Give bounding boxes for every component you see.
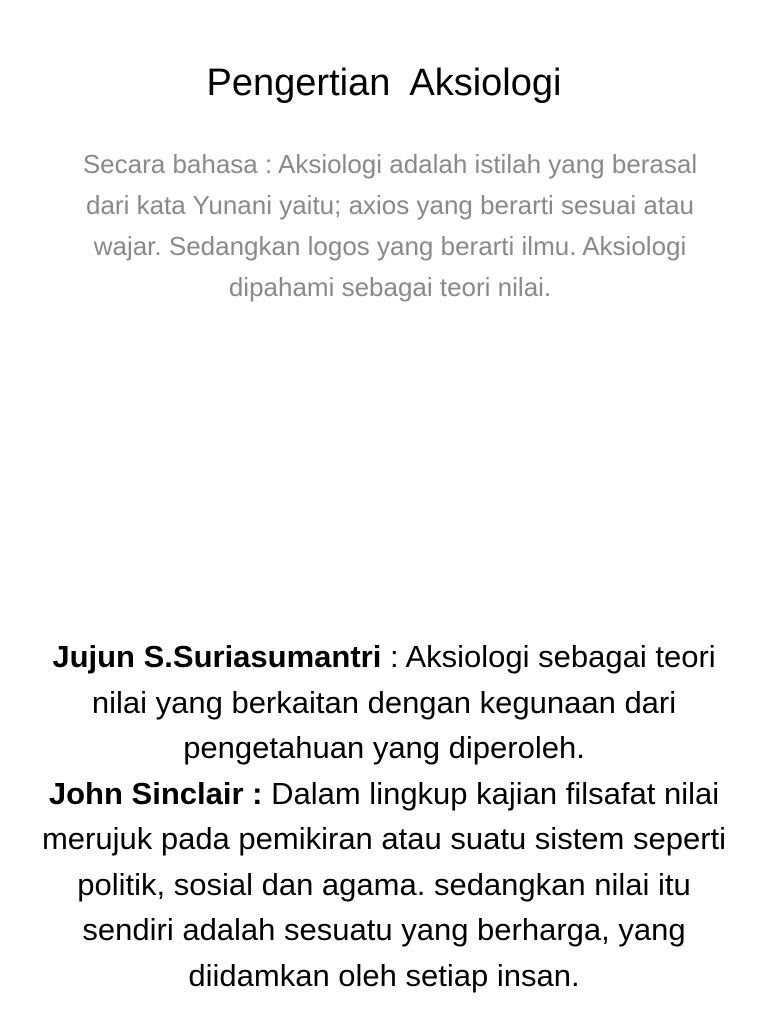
definition-paragraph: [30, 771, 738, 999]
definition-author: John Sinclair :: [48, 775, 263, 811]
definition-separator: [262, 776, 271, 811]
definition-text: Dalam lingkup kajian filsafat nilai merujuk pada pemikiran atau suatu sistem seperti politik, sosial dan agama. sedangkan nilai itu sendiri adalah sesuatu yang berharga, yang diidamkan oleh setiap insan.: [41, 775, 727, 993]
slide-subtitle: Secara bahasa : Aksiologi adalah istilah yang berasal dari kata Yunani yaitu; axios yang berarti sesuai atau wajar. Sedangkan logos yang berarti ilmu. Aksiologi dipahami sebagai teori nilai.: [82, 149, 698, 302]
definition-paragraph: [30, 634, 738, 771]
definition-text: Aksiologi sebagai teori nilai yang berkaitan dengan kegunaan dari pengetahuan yang diperoleh.: [91, 639, 716, 765]
slide-title: Pengertian Aksiologi: [206, 62, 562, 104]
definition-separator: :: [381, 639, 406, 674]
definitions-body: [30, 634, 738, 998]
definition-author: Jujun S.Suriasumantri: [52, 639, 382, 674]
